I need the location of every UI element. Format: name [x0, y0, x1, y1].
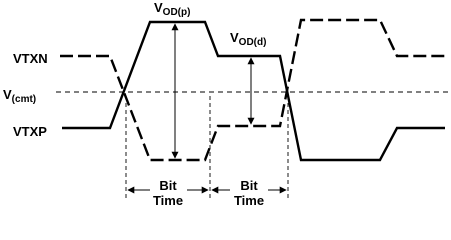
vod-d-label-sub: OD(d) — [238, 37, 267, 48]
vcmt-label — [3, 87, 36, 105]
bit-time-label-1-line1: Bit — [159, 178, 177, 193]
bit-time-label-1-line2: Time — [152, 193, 184, 208]
vod-p-label-main: V — [154, 0, 163, 15]
bit-time-label-2-line2: Time — [233, 193, 265, 208]
vod-d-label-main: V — [230, 30, 239, 45]
vcmt-label-sub: (cmt) — [11, 94, 37, 105]
vtxn-label: VTXN — [13, 51, 48, 66]
vtxp-label: VTXP — [13, 124, 47, 139]
vod-p-label-sub: OD(p) — [162, 7, 191, 18]
vod-d-label — [230, 30, 266, 48]
vod-p-label — [154, 0, 190, 18]
bit-time-label-2-line1: Bit — [240, 178, 258, 193]
vcmt-label-main: V — [3, 87, 12, 102]
